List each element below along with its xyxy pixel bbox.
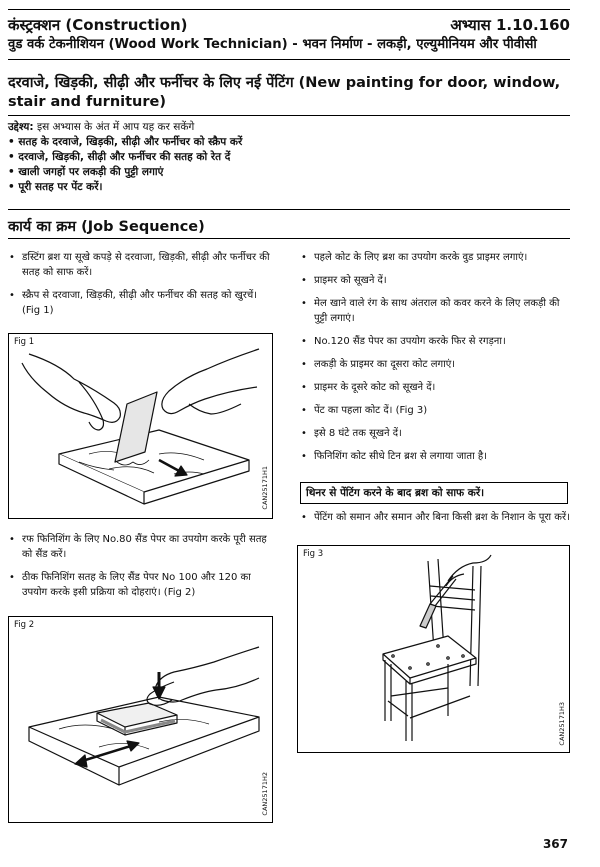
step-item: • ठीक फिनिशिंग सतह के लिए सैंड पेपर No 100 और 120 का उपयोग करके इसी प्रक्रिया को दोहराएं। (Fig 2) [8, 570, 278, 600]
right-last-step [300, 510, 575, 533]
step-item: • डस्टिंग ब्रश या सूखे कपड़े से दरवाजा, खिड़की, सीढ़ी और फर्नीचर की सतह को साफ करें। [8, 250, 278, 280]
figure-1 [8, 333, 273, 519]
job-sequence-heading: कार्य का क्रम (Job Sequence) [8, 219, 205, 235]
exercise-number: अभ्यास 1.10.160 [450, 16, 570, 34]
step-item: • रफ फिनिशिंग के लिए No.80 सैंड पेपर का उपयोग करके पूरी सतह को सैंड करें। [8, 532, 278, 562]
figure-label: Fig 3 [303, 549, 324, 559]
objective-item: • दरवाजे, खिड़की, सीढ़ी और फर्नीचर की सतह को रेत दें [8, 151, 231, 163]
figure-code: CAN25171H2 [261, 772, 269, 816]
top-rule [8, 9, 570, 10]
page-number: 367 [542, 837, 568, 851]
left-steps-mid [8, 532, 278, 608]
objective-item: • खाली जगहों पर लकड़ी की पुट्टी लगाएं [8, 166, 164, 178]
step-item: • प्राइमर के दूसरे कोट को सूखने दें। [300, 380, 575, 395]
step-item: • इसे 8 घंटे तक सूखने दें। [300, 426, 575, 441]
objectives [8, 120, 568, 195]
figure-label: Fig 1 [14, 337, 35, 347]
figure-label: Fig 2 [14, 620, 35, 630]
note-box: थिनर से पेंटिंग करने के बाद ब्रश को साफ करें। [300, 482, 568, 504]
left-steps-top [8, 250, 278, 326]
step-item: • प्राइमर को सूखने दें। [300, 273, 575, 288]
figure-2 [8, 616, 273, 823]
step-item: • पेंट का पहला कोट दें। (Fig 3) [300, 403, 575, 418]
objectives-intro: इस अभ्यास के अंत में आप यह कर सकेंगे [36, 121, 195, 133]
step-item: • फिनिशिंग कोट सीधे टिन ब्रश से लगाया जाता है। [300, 449, 575, 464]
header-category: कंस्ट्रक्शन (Construction) [8, 16, 188, 34]
scraping-illustration [9, 334, 272, 518]
step-item: • मेल खाने वाले रंग के साथ अंतराल को कवर करने के लिए लकड़ी की पुट्टी लगाएं। [300, 296, 575, 326]
figure-code: CAN25171H1 [261, 466, 269, 510]
title-rule [8, 115, 570, 116]
header-rule [8, 59, 570, 60]
objective-item: • सतह के दरवाजे, खिड़की, सीढ़ी और फर्नीचर को स्क्रैप करें [8, 136, 243, 148]
objectives-rule [8, 209, 570, 210]
step-item: • No.120 सैंड पेपर का उपयोग करके फिर से रगड़ना। [300, 334, 575, 349]
job-sequence-rule [8, 238, 570, 239]
sanding-illustration [9, 617, 272, 822]
header-trade: वुड वर्क टेकनीशियन (Wood Work Technician) - भवन निर्माण - लकड़ी, एल्युमीनियम और पीवीसी [8, 37, 537, 52]
step-item: • पेंटिंग को समान और समान और बिना किसी ब्रश के निशान के पूरा करें। [300, 510, 575, 525]
objective-item: • पूरी सतह पर पेंट करें। [8, 181, 103, 193]
step-item: • स्क्रैप से दरवाजा, खिड़की, सीढ़ी और फर्नीचर की सतह को खुरचें। (Fig 1) [8, 288, 278, 318]
figure-3 [297, 545, 570, 753]
page-title: दरवाजे, खिड़की, सीढ़ी और फर्नीचर के लिए नई पेंटिंग (New painting for door, window, stair and furniture) [8, 75, 561, 110]
step-item: • लकड़ी के प्राइमर का दूसरा कोट लगाएं। [300, 357, 575, 372]
step-item: • पहले कोट के लिए ब्रश का उपयोग करके वुड प्राइमर लगाएं। [300, 250, 575, 265]
figure-code: CAN25171H3 [558, 702, 566, 746]
right-steps [300, 250, 575, 472]
chair-painting-illustration [298, 546, 569, 752]
objectives-label: उद्देश्य: [8, 121, 34, 133]
